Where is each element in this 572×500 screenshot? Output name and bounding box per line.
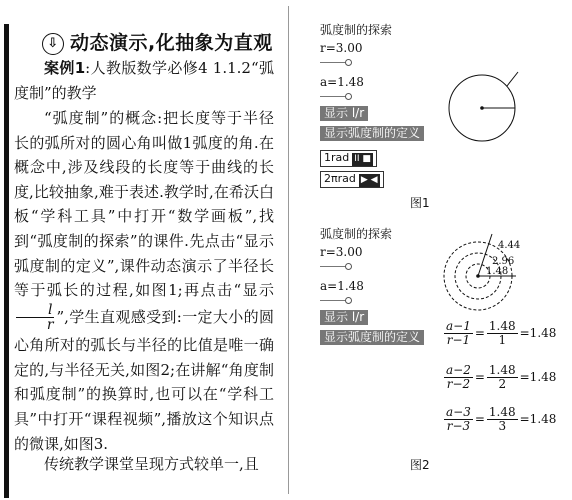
eq2-left-den: r−2	[446, 376, 471, 391]
case-text: :人教版数学必修4 1.1.2“弧度制”的教学	[14, 59, 275, 102]
figures-column	[292, 0, 572, 500]
fig1-2pirad-label: 2πrad	[324, 172, 356, 185]
fig1-circle-diagram	[442, 66, 522, 146]
left-margin-bar	[4, 24, 9, 498]
fig1-2pirad-control[interactable]	[320, 171, 384, 188]
eq3-left-den: r−3	[446, 418, 471, 433]
eq1-result: =1.48	[519, 326, 557, 341]
fig2-label-444: 4.44	[498, 240, 521, 251]
eq3-equals: =	[474, 412, 485, 427]
eq1-left-fraction	[444, 320, 473, 346]
body-paragraph	[14, 106, 274, 456]
eq1-right-den: 1	[498, 332, 507, 347]
fig2-r-slider[interactable]	[320, 266, 348, 267]
fig2-title: 弧度制的探索	[320, 227, 393, 241]
fig1-r-label: r=3.00	[320, 41, 363, 55]
eq2-left-num: a−2	[446, 363, 471, 377]
fig2-show-lr-button[interactable]: 显示 l/r	[320, 310, 368, 325]
eq3-left-fraction	[444, 406, 473, 432]
fig2-caption: 图2	[410, 458, 430, 472]
body-text-part1: “弧度制”的概念:把长度等于半径长的弧所对的圆心角叫做1弧度的角.在概念中,涉及线段的长度等于曲线的长度,比较抽象,难于表述.教学时,在希沃白板“学科工具”中打开“数学画板”,找到“弧度制的探索”的课件.先点击“显示弧度制的定义”,课件动态演示了半径长等于弧长的过程,如图1;再点击“显示	[14, 109, 274, 300]
eq3-result: =1.48	[519, 412, 557, 427]
eq1-equals: =	[474, 326, 485, 341]
fig1-a-label: a=1.48	[320, 75, 364, 89]
eq3-right-fraction	[487, 406, 518, 432]
fig1-a-slider[interactable]	[320, 96, 348, 97]
fig2-r-slider-knob[interactable]	[345, 263, 352, 270]
eq1-left-den: r−1	[446, 332, 471, 347]
fig1-caption: 图1	[410, 196, 430, 210]
fig2-a-slider-knob[interactable]	[345, 297, 352, 304]
eq1-right-fraction	[487, 320, 518, 346]
fig1-show-lr-button[interactable]: 显示 l/r	[320, 106, 368, 121]
fig2-label-296: 2.96	[492, 256, 515, 267]
body-text-part2: ”,学生直观感受到:一定大小的圆心角所对的弧长与半径的比值是唯一确定的,与半径无关,如图2;在讲解“角度制和弧度制”的换算时,也可以在“学科工具”中打开“课程视频”,播放这个知识点的微课,如图3.	[14, 307, 274, 453]
eq2-right-den: 2	[498, 376, 507, 391]
fig1-r-slider[interactable]	[320, 62, 348, 63]
closing-paragraph: 传统教学课堂呈现方式较单一,且	[44, 455, 259, 473]
fig2-equation-2	[442, 364, 556, 390]
eq2-right-num: 1.48	[488, 363, 516, 377]
eq2-right-fraction	[487, 364, 518, 390]
play-reverse-icon[interactable]: ▶ ◀	[360, 175, 378, 185]
fig1-tangent-segment	[507, 72, 518, 86]
fig2-a-slider[interactable]	[320, 300, 348, 301]
fig2-equation-3	[442, 406, 556, 432]
fraction-denominator: r	[46, 317, 54, 334]
fig1-center-point	[480, 106, 484, 110]
fig1-a-slider-knob[interactable]	[345, 93, 352, 100]
article-column	[0, 0, 282, 500]
eq2-left-fraction	[444, 364, 473, 390]
eq3-left-num: a−3	[446, 405, 471, 419]
case-label: 案例1	[44, 59, 86, 77]
eq3-right-den: 3	[498, 418, 507, 433]
eq2-equals: =	[474, 370, 485, 385]
down-arrow-icon: ⇩	[42, 33, 64, 55]
eq1-left-num: a−1	[446, 319, 471, 333]
fig2-label-148: 1.48	[486, 266, 509, 277]
fig2-show-definition-button[interactable]: 显示弧度制的定义	[320, 330, 424, 345]
eq3-right-num: 1.48	[488, 405, 516, 419]
fig1-title: 弧度制的探索	[320, 23, 393, 37]
eq2-result: =1.48	[519, 370, 557, 385]
fig2-center-point	[476, 274, 480, 278]
section-heading-text: 动态演示,化抽象为直观	[70, 32, 273, 54]
fig2-r-label: r=3.00	[320, 245, 363, 259]
fraction-numerator: l	[16, 303, 54, 319]
fig1-1rad-control[interactable]	[320, 150, 377, 167]
fig1-1rad-label: 1rad	[324, 151, 350, 164]
fig1-show-definition-button[interactable]: 显示弧度制的定义	[320, 126, 424, 141]
case-paragraph	[14, 56, 274, 105]
l-over-r-fraction	[16, 303, 54, 333]
fig2-a-label: a=1.48	[320, 279, 364, 293]
fig1-r-slider-knob[interactable]	[345, 59, 352, 66]
fig2-equation-1	[442, 320, 556, 346]
section-heading	[42, 28, 273, 55]
eq1-right-num: 1.48	[488, 319, 516, 333]
pause-stop-icon[interactable]: II ■	[354, 154, 371, 164]
column-divider	[288, 6, 289, 494]
